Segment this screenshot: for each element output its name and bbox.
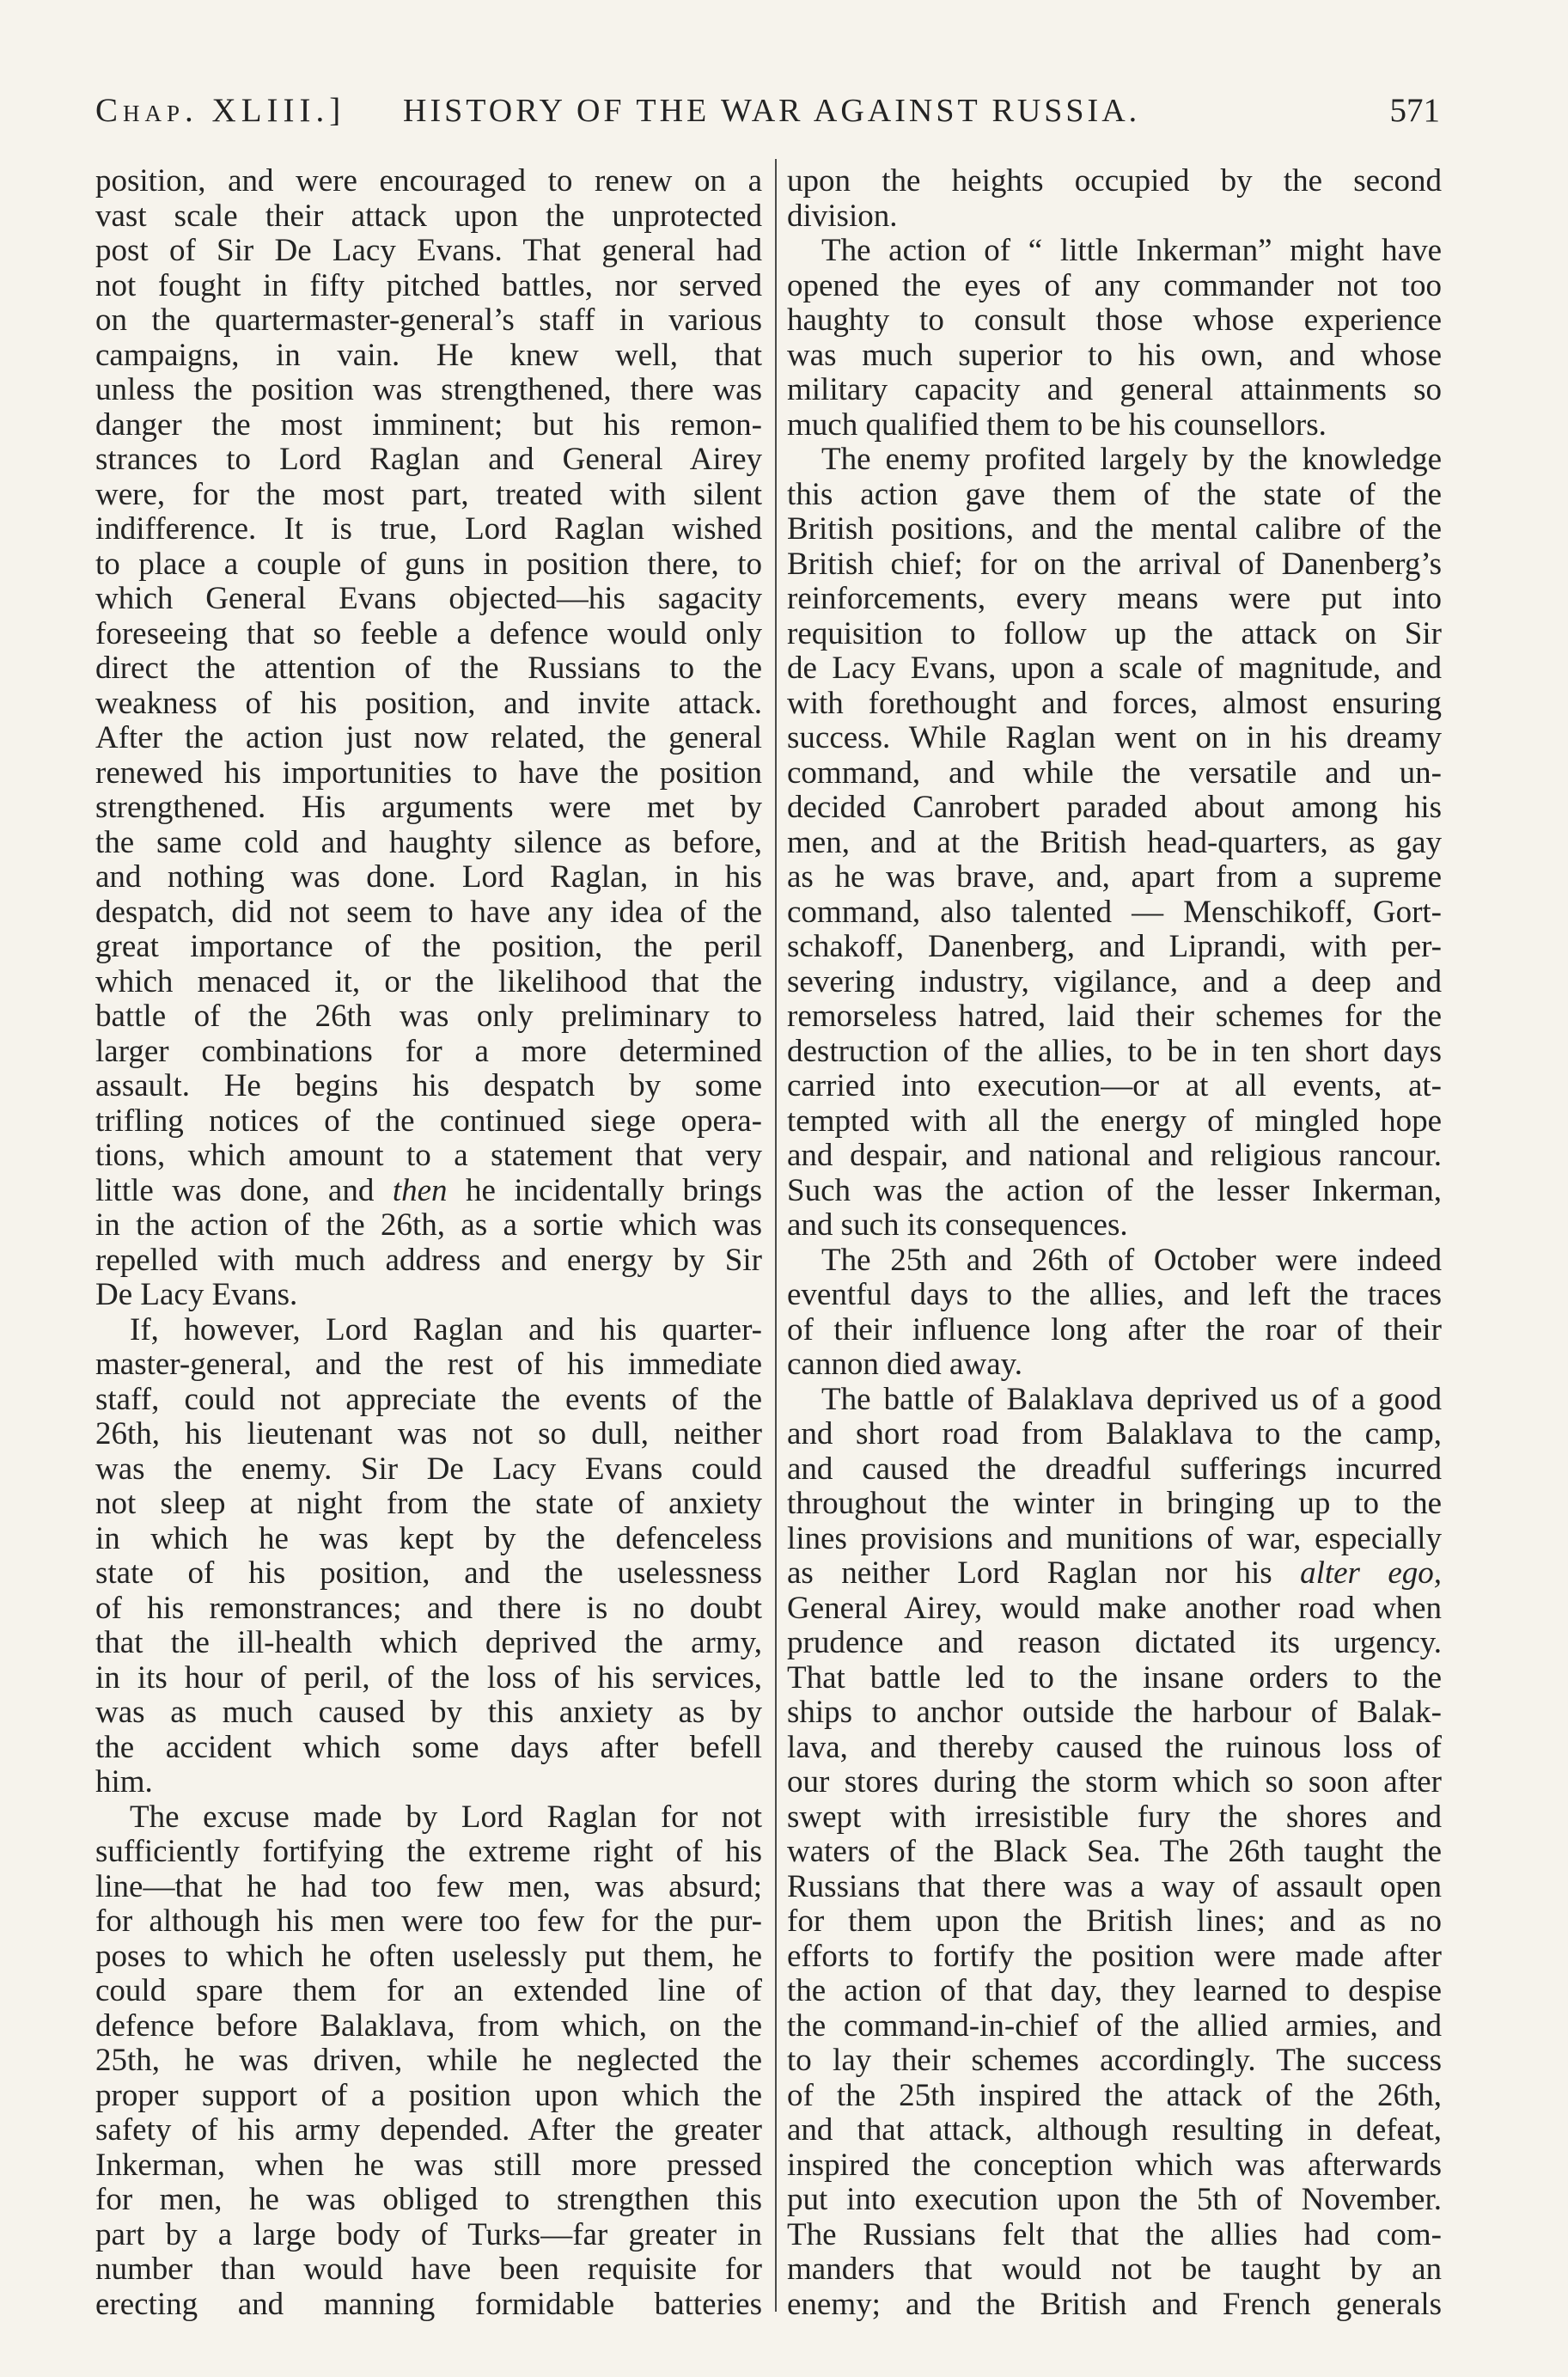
text-line: schakoff, Danenberg, and Liprandi, with per- bbox=[787, 929, 1442, 964]
text-line: which General Evans objected—his sagacity bbox=[95, 581, 762, 616]
text-line: number than would have been requisite for bbox=[95, 2252, 762, 2287]
text-line: safety of his army depended. After the greater bbox=[95, 2112, 762, 2148]
text-line: poses to which he often uselessly put them, he bbox=[95, 1938, 762, 1974]
text-line: carried into execution—or at all events, at- bbox=[787, 1068, 1442, 1103]
text-line: vast scale their attack upon the unprotected bbox=[95, 198, 762, 234]
text-line: despatch, did not seem to have any idea of the bbox=[95, 894, 762, 930]
text-line: post of Sir De Lacy Evans. That general had bbox=[95, 233, 762, 268]
column-divider bbox=[775, 159, 777, 2312]
text-line: reinforcements, every means were put into bbox=[787, 581, 1442, 616]
text-line: master-general, and the rest of his immediate bbox=[95, 1347, 762, 1382]
text-line: the action of that day, they learned to despise bbox=[787, 1973, 1442, 2008]
paragraph bbox=[95, 164, 762, 1313]
text-line: was much superior to his own, and whose bbox=[787, 337, 1442, 373]
text-line: The battle of Balaklava deprived us of a good bbox=[821, 1381, 1442, 1417]
text-line bbox=[787, 1556, 1442, 1592]
text-line: proper support of a position upon which the bbox=[95, 2077, 762, 2113]
italic-text-run: alter ego, bbox=[1300, 1555, 1442, 1591]
text-line: of their influence long after the roar of their bbox=[787, 1311, 1442, 1347]
text-line: the same cold and haughty silence as before, bbox=[95, 824, 762, 860]
text-line: to lay their schemes accordingly. The success bbox=[787, 2043, 1442, 2078]
text-line: this action gave them of the state of the bbox=[787, 476, 1442, 512]
text-line: cannon died away. bbox=[787, 1347, 1022, 1382]
text-run: as neither Lord Raglan nor his bbox=[787, 1555, 1301, 1591]
text-line: Such was the action of the lesser Inkerman, bbox=[787, 1172, 1442, 1208]
text-line: severing industry, vigilance, and a deep and bbox=[787, 963, 1442, 999]
paragraph bbox=[787, 1383, 1442, 2323]
running-title: HISTORY OF THE WAR AGAINST RUSSIA. bbox=[403, 93, 1141, 129]
text-line: General Airey, would make another road when bbox=[787, 1590, 1442, 1626]
text-line: strances to Lord Raglan and General Airey bbox=[95, 442, 762, 477]
text-line: for although his men were too few for the pur- bbox=[95, 1903, 762, 1939]
text-line: requisition to follow up the attack on Sir bbox=[787, 615, 1442, 651]
text-line: destruction of the allies, to be in ten short days bbox=[787, 1033, 1442, 1069]
text-line: was the enemy. Sir De Lacy Evans could bbox=[95, 1451, 762, 1487]
text-line: assault. He begins his despatch by some bbox=[95, 1068, 762, 1103]
text-line: lava, and thereby caused the ruinous loss of bbox=[787, 1729, 1442, 1765]
text-line: ships to anchor outside the harbour of Balak- bbox=[787, 1695, 1442, 1730]
text-line: swept with irresistible fury the shores and bbox=[787, 1799, 1442, 1835]
text-line: battle of the 26th was only preliminary to bbox=[95, 999, 762, 1034]
text-line: strengthened. His arguments were met by bbox=[95, 790, 762, 825]
text-line: de Lacy Evans, upon a scale of magnitude, and bbox=[787, 651, 1442, 686]
text-line: part by a large body of Turks—far greater in bbox=[95, 2216, 762, 2252]
text-line: remorseless hatred, laid their schemes for the bbox=[787, 999, 1442, 1034]
text-line: was as much caused by this anxiety as by bbox=[95, 1695, 762, 1730]
text-line: British positions, and the mental calibre of the bbox=[787, 511, 1442, 547]
text-line: could spare them for an extended line of bbox=[95, 1973, 762, 2008]
text-line bbox=[95, 1174, 762, 1209]
text-line: efforts to fortify the position were made after bbox=[787, 1938, 1442, 1974]
text-line: with forethought and forces, almost ensuring bbox=[787, 685, 1442, 721]
text-line: If, however, Lord Raglan and his quarter- bbox=[130, 1311, 762, 1347]
text-line: The action of “ little Inkerman” might have bbox=[821, 233, 1442, 268]
text-line: manders that would not be taught by an bbox=[787, 2252, 1442, 2287]
text-run: little was done, and bbox=[95, 1172, 393, 1208]
text-line: which menaced it, or the likelihood that the bbox=[95, 963, 762, 999]
text-line: and that attack, although resulting in defeat, bbox=[787, 2112, 1442, 2148]
text-line: Russians that there was a way of assault open bbox=[787, 1868, 1442, 1904]
text-line: of the 25th inspired the attack of the 26th, bbox=[787, 2077, 1442, 2113]
running-header bbox=[0, 92, 1568, 130]
text-line: The excuse made by Lord Raglan for not bbox=[130, 1799, 762, 1835]
text-line: upon the heights occupied by the second bbox=[787, 163, 1442, 199]
text-run: he incidentally brings bbox=[447, 1172, 762, 1208]
text-line: and caused the dreadful sufferings incurred bbox=[787, 1451, 1442, 1487]
text-line: defence before Balaklava, from which, on the bbox=[95, 2007, 762, 2044]
text-line: and short road from Balaklava to the camp, bbox=[787, 1416, 1442, 1451]
text-line: not sleep at night from the state of anxiety bbox=[95, 1486, 762, 1521]
page-number: 571 bbox=[1389, 92, 1440, 129]
text-line: The Russians felt that the allies had com- bbox=[787, 2216, 1442, 2252]
paragraph bbox=[95, 1800, 762, 2323]
text-line: repelled with much address and energy by Sir bbox=[95, 1242, 762, 1278]
text-line: foreseeing that so feeble a defence would only bbox=[95, 615, 762, 651]
text-line: success. While Raglan went on in his dreamy bbox=[787, 720, 1442, 755]
text-line: Inkerman, when he was still more pressed bbox=[95, 2147, 762, 2183]
text-line: weakness of his position, and invite attack. bbox=[95, 685, 762, 721]
text-line: him. bbox=[95, 1764, 153, 1800]
text-line: direct the attention of the Russians to the bbox=[95, 651, 762, 686]
chapter-label: Chap. XLIII.] bbox=[95, 92, 346, 129]
text-line: campaigns, in vain. He knew well, that bbox=[95, 337, 762, 373]
text-line: put into execution upon the 5th of November. bbox=[787, 2182, 1442, 2217]
text-line: trifling notices of the continued siege opera- bbox=[95, 1103, 762, 1139]
text-line: staff, could not appreciate the events of the bbox=[95, 1381, 762, 1417]
text-line: larger combinations for a more determined bbox=[95, 1033, 762, 1069]
text-line: opened the eyes of any commander not too bbox=[787, 267, 1442, 303]
text-line: 26th, his lieutenant was not so dull, neither bbox=[95, 1416, 762, 1451]
text-line: to place a couple of guns in position there, to bbox=[95, 546, 762, 582]
paragraph bbox=[787, 443, 1442, 1243]
text-line: military capacity and general attainments so bbox=[787, 372, 1442, 407]
paragraph bbox=[95, 1313, 762, 1800]
paragraph bbox=[787, 234, 1442, 443]
text-line: That battle led to the insane orders to the bbox=[787, 1659, 1442, 1696]
paragraph bbox=[787, 164, 1442, 234]
text-line: inspired the conception which was afterwards bbox=[787, 2147, 1442, 2183]
text-line: that the ill-health which deprived the army, bbox=[95, 1625, 762, 1660]
text-line: as he was brave, and, apart from a supreme bbox=[787, 859, 1442, 895]
text-line: After the action just now related, the general bbox=[95, 720, 762, 755]
text-line: The enemy profited largely by the knowledge bbox=[821, 442, 1442, 477]
text-line: state of his position, and the uselessness bbox=[95, 1555, 762, 1591]
text-line: 25th, he was driven, while he neglected the bbox=[95, 2043, 762, 2078]
text-line: in its hour of peril, of the loss of his services, bbox=[95, 1659, 762, 1696]
text-line: on the quartermaster-general’s staff in various bbox=[95, 302, 762, 338]
text-line: the accident which some days after befell bbox=[95, 1729, 762, 1765]
text-line: throughout the winter in bringing up to the bbox=[787, 1486, 1442, 1521]
text-line: for them upon the British lines; and as no bbox=[787, 1903, 1442, 1939]
text-line: command, and while the versatile and un- bbox=[787, 755, 1442, 791]
italic-text-run: then bbox=[392, 1172, 448, 1208]
text-line: not fought in fifty pitched battles, nor served bbox=[95, 267, 762, 303]
text-line: tempted with all the energy of mingled hope bbox=[787, 1103, 1442, 1139]
text-line: men, and at the British head-quarters, as gay bbox=[787, 824, 1442, 860]
text-line: the command-in-chief of the allied armies, and bbox=[787, 2007, 1442, 2044]
text-line: sufficiently fortifying the extreme right of his bbox=[95, 1834, 762, 1869]
left-text-column bbox=[95, 164, 762, 2322]
text-line: were, for the most part, treated with silent bbox=[95, 476, 762, 512]
text-line: position, and were encouraged to renew on a bbox=[95, 163, 762, 199]
text-line: waters of the Black Sea. The 26th taught the bbox=[787, 1834, 1442, 1869]
text-line: decided Canrobert paraded about among his bbox=[787, 790, 1442, 825]
text-line: indifference. It is true, Lord Raglan wished bbox=[95, 511, 762, 547]
text-line: line—that he had too few men, was absurd; bbox=[95, 1868, 762, 1904]
right-text-column bbox=[787, 164, 1442, 2322]
text-line: our stores during the storm which so soon after bbox=[787, 1764, 1442, 1800]
text-line: much qualified them to be his counsellors. bbox=[787, 406, 1327, 443]
text-line: renewed his importunities to have the position bbox=[95, 755, 762, 791]
text-line: De Lacy Evans. bbox=[95, 1277, 298, 1312]
text-line: division. bbox=[787, 198, 898, 234]
text-line: lines provisions and munitions of war, especially bbox=[787, 1520, 1442, 1556]
text-line: unless the position was strengthened, there was bbox=[95, 372, 762, 407]
text-line: in which he was kept by the defenceless bbox=[95, 1520, 762, 1556]
text-line: for men, he was obliged to strengthen this bbox=[95, 2182, 762, 2217]
paragraph bbox=[787, 1243, 1442, 1383]
text-line: and despair, and national and religious rancour. bbox=[787, 1138, 1442, 1173]
text-line: The 25th and 26th of October were indeed bbox=[821, 1242, 1442, 1278]
text-line: tions, which amount to a statement that very bbox=[95, 1138, 762, 1173]
text-line: great importance of the position, the peril bbox=[95, 929, 762, 964]
text-line: haughty to consult those whose experience bbox=[787, 302, 1442, 338]
text-line: and such its consequences. bbox=[787, 1207, 1128, 1243]
text-line: command, also talented — Menschikoff, Gort- bbox=[787, 894, 1442, 930]
text-line: of his remonstrances; and there is no doubt bbox=[95, 1590, 762, 1626]
text-line: in the action of the 26th, as a sortie which was bbox=[95, 1207, 762, 1243]
text-line: British chief; for on the arrival of Danenberg’s bbox=[787, 546, 1442, 582]
text-line: prudence and reason dictated its urgency. bbox=[787, 1625, 1442, 1660]
text-line: erecting and manning formidable batteries bbox=[95, 2286, 762, 2322]
text-line: danger the most imminent; but his remon- bbox=[95, 406, 762, 443]
text-line: and nothing was done. Lord Raglan, in his bbox=[95, 859, 762, 895]
text-line: enemy; and the British and French generals bbox=[787, 2286, 1442, 2322]
text-line: eventful days to the allies, and left the traces bbox=[787, 1277, 1442, 1312]
